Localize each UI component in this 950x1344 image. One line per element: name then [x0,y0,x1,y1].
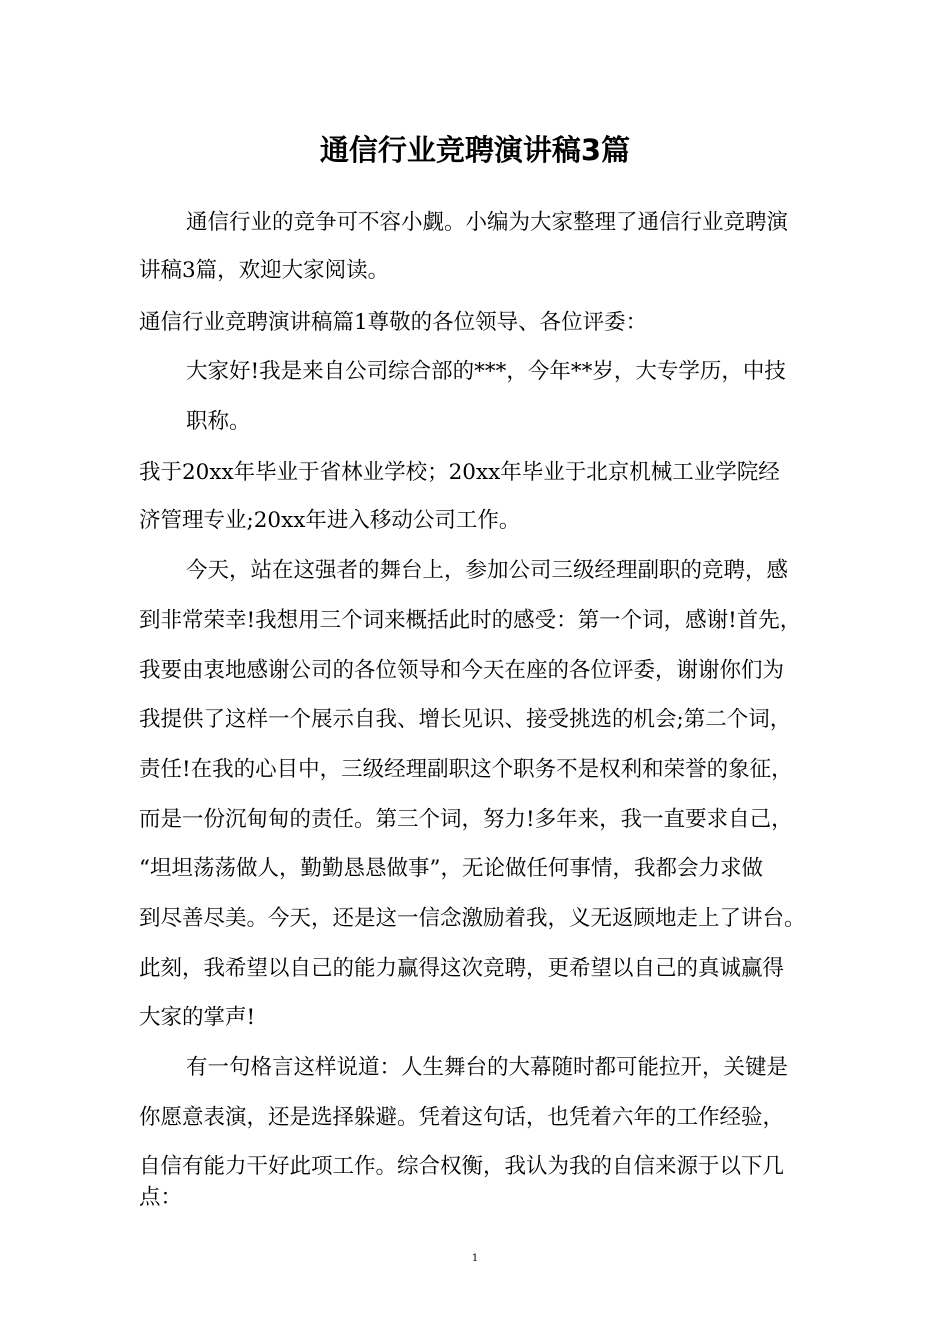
text-line: 讲稿3篇，欢迎大家阅读。 [139,258,390,283]
text-line: 责任!在我的心目中，三级经理副职这个职务不是权利和荣誉的象征， [139,757,793,782]
text-line: 济管理专业;20xx年进入移动公司工作。 [139,508,521,533]
text-line: 职称。 [186,409,251,434]
text-line: 你愿意表演，还是选择躲避。凭着这句话，也凭着六年的工作经验， [139,1105,785,1130]
text-line: 有一句格言这样说道：人生舞台的大幕随时都可能拉开，关键是 [186,1055,789,1080]
page-number: 1 [471,1253,479,1264]
text-line: 点： [139,1185,183,1210]
text-line: 此刻，我希望以自己的能力赢得这次竞聘，更希望以自己的真诚赢得 [139,956,785,981]
text-line: 自信有能力干好此项工作。综合权衡，我认为我的自信来源于以下几 [139,1154,785,1179]
text-line: 到尽善尽美。今天，还是这一信念激励着我，义无返顾地走上了讲台。 [139,906,806,931]
text-line: 到非常荣幸!我想用三个词来概括此时的感受：第一个词，感谢!首先， [139,608,802,633]
text-line: 我于20xx年毕业于省林业学校；20xx年毕业于北京机械工业学院经 [139,460,780,485]
text-line: 大家的掌声! [139,1005,256,1030]
text-line: 大家好!我是来自公司综合部的***，今年**岁，大专学历，中技 [186,359,786,384]
text-line: 今天，站在这强者的舞台上，参加公司三级经理副职的竞聘，感 [186,558,789,583]
text-line: 我提供了这样一个展示自我、增长见识、接受挑选的机会;第二个词， [139,707,792,732]
text-line: 而是一份沉甸甸的责任。第三个词，努力!多年来，我一直要求自己， [139,807,793,832]
text-line: “坦坦荡荡做人，勤勤恳恳做事”，无论做任何事情，我都会力求做 [139,856,763,881]
text-line: 通信行业竞聘演讲稿篇1尊敬的各位领导、各位评委： [139,310,648,335]
document-title: 通信行业竞聘演讲稿3篇 [319,133,631,167]
text-line: 我要由衷地感谢公司的各位领导和今天在座的各位评委，谢谢你们为 [139,658,785,683]
text-line: 通信行业的竞争可不容小觑。小编为大家整理了通信行业竞聘演 [186,210,789,235]
